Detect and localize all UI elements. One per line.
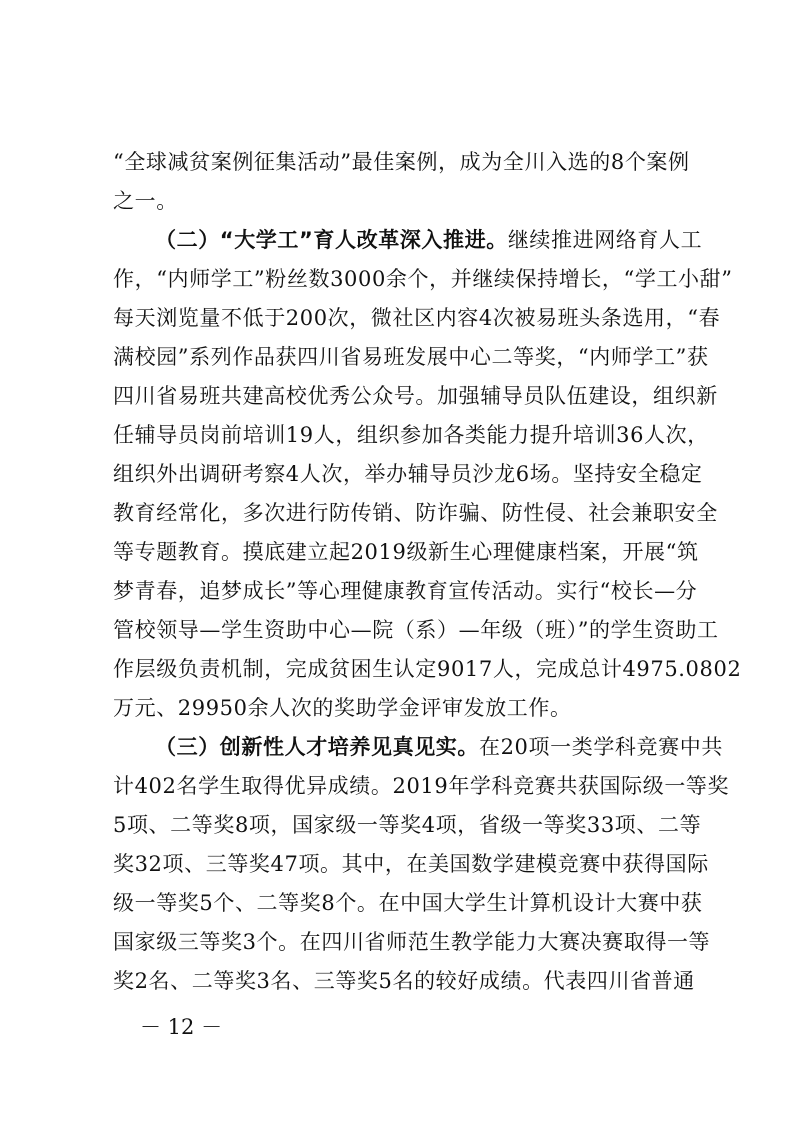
text-line: 奖32项、三等奖47项。其中，在美国数学建模竞赛中获得国际	[113, 852, 709, 876]
text-line: 教育经常化，多次进行防传销、防诈骗、防性侵、社会兼职安全	[113, 501, 718, 525]
section-heading-line	[113, 728, 723, 767]
text-line: 梦青春，追梦成长”等心理健康教育宣传活动。实行“校长—分	[113, 579, 698, 603]
text-line: 奖2名、二等奖3名、三等奖5名的较好成绩。代表四川省普通	[113, 969, 695, 993]
text-line: 四川省易班共建高校优秀公众号。加强辅导员队伍建设，组织新	[113, 384, 718, 408]
text-line: 5项、二等奖8项，国家级一等奖4项，省级一等奖33项、二等	[113, 813, 702, 837]
text-line: 组织外出调研考察4人次，举办辅导员沙龙6场。坚持安全稳定	[113, 462, 703, 486]
text-line: “全球减贫案例征集活动”最佳案例，成为全川入选的8个案例	[113, 150, 690, 174]
text-line: 国家级三等奖3个。在四川省师范生教学能力大赛决赛取得一等	[113, 930, 711, 954]
text-line: 管校领导—学生资助中心—院（系）—年级（班）”的学生资助工	[113, 618, 719, 642]
text-line: 计402名学生取得优异成绩。2019年学科竞赛共获国际级一等奖	[113, 774, 730, 798]
section-heading: （二）“大学工”育人改革深入推进。	[155, 228, 508, 252]
text-line: 作层级负责机制，完成贫困生认定9017人，完成总计4975.0802	[113, 657, 742, 681]
section-heading-line	[113, 221, 703, 260]
text-line: 满校园”系列作品获四川省易班发展中心二等奖，“内师学工”获	[113, 345, 709, 369]
text-line: 级一等奖5个、二等奖8个。在中国大学生计算机设计大赛中获	[113, 891, 703, 915]
text-run: 在20项一类学科竞赛中共	[479, 735, 723, 759]
text-line: 之一。	[113, 189, 178, 213]
text-line: 每天浏览量不低于200次，微社区内容4次被易班头条选用，“春	[113, 306, 721, 330]
text-line: 万元、29950余人次的奖助学金评审发放工作。	[113, 696, 572, 720]
text-run: 继续推进网络育人工	[507, 228, 703, 252]
page-number: － 12 －	[140, 1015, 223, 1039]
text-line: 作，“内师学工”粉丝数3000余个，并继续保持增长，“学工小甜”	[113, 267, 733, 291]
text-line: 等专题教育。摸底建立起2019级新生心理健康档案，开展“筑	[113, 540, 699, 564]
section-heading: （三）创新性人才培养见真见实。	[155, 735, 479, 759]
text-line: 任辅导员岗前培训19人，组织参加各类能力提升培训36人次，	[113, 423, 709, 447]
body-text	[113, 143, 742, 1001]
